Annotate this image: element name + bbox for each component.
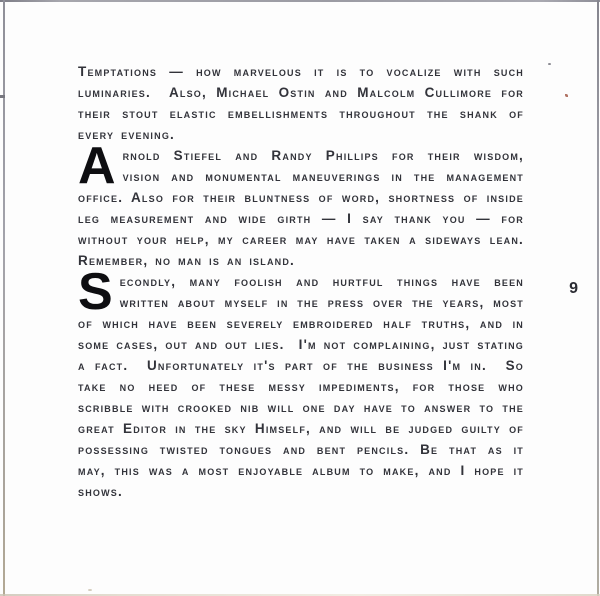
page-number: 9 — [569, 280, 578, 297]
paragraph-arnold — [78, 137, 531, 271]
dust-speck — [88, 589, 92, 591]
liner-notes-text — [78, 61, 531, 502]
paragraph-text: rnold Stiefel and Randy Phillips for their wisdom, vision and monumental maneuverings in the management office. Also for their bluntness of word, shortness of inside leg measurement and wide girth — I say thank you — for without your help, my career may have taken a sideways lean. Remember, no man is an island. — [78, 148, 531, 268]
dust-speck — [565, 94, 568, 97]
scan-edge-top — [0, 0, 600, 2]
scan-edge-right — [597, 0, 599, 596]
drop-cap-a: A — [78, 137, 116, 195]
dust-speck — [0, 95, 5, 98]
paragraph-secondly — [78, 263, 531, 502]
dust-speck — [548, 63, 551, 65]
paragraph-text: Temptations — how marvelous it is to vocalize with such luminaries. Also, Michael Ostin and Malcolm Cullimore for their stout elastic embellishments throughout the shank of every evening. — [78, 64, 531, 142]
scan-edge-left — [3, 0, 5, 596]
paragraph-text: econdly, many foolish and hurtful things have been written about myself in the press over the years, most of which have been severely embroidered half truths, and in some cases, out and out lies. I'm not complaining, just stating a fact. Unfortunately it's part of the business I'm in. So take no heed of these messy impediments, for those who scribble with crooked nib will one day have to answer to the great Editor in the sky Himself, and will be judged guilty of possessing twisted tongues and bent pencils. Be that as it may, this was a most enjoyable album to make, and I hope it shows. — [78, 274, 531, 499]
drop-cap-s: S — [78, 263, 113, 321]
paragraph-temptations — [78, 61, 531, 145]
